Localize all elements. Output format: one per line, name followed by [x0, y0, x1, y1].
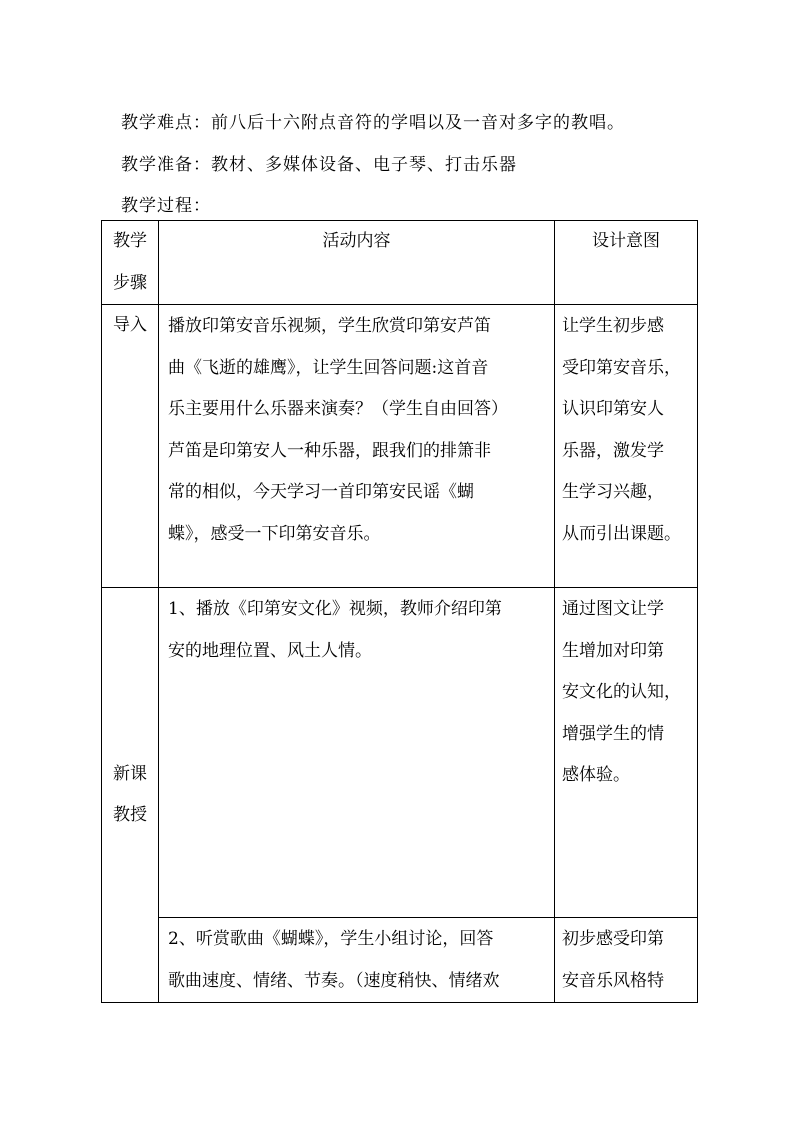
header-intent: 设计意图 — [555, 221, 698, 305]
row-intent: 初步感受印第 安音乐风格特 — [555, 918, 698, 1003]
row-intent: 通过图文让学 生增加对印第 安文化的认知， 增强学生的情 感体验。 — [555, 588, 698, 918]
table-row — [102, 918, 698, 1003]
row-content: 2、听赏歌曲《蝴蝶》，学生小组讨论，回答 歌曲速度、情绪、节奏。（速度稍快、情绪欢 — [159, 918, 555, 1003]
row-step: 导入 — [102, 305, 159, 588]
header-step: 教学 步骤 — [102, 221, 159, 305]
table-header-row — [102, 221, 698, 305]
teaching-preparation: 教学准备：教材、多媒体设备、电子琴、打击乐器 — [121, 155, 517, 175]
teaching-process-label: 教学过程： — [121, 196, 211, 216]
teaching-difficulty: 教学难点：前八后十六附点音符的学唱以及一音对多字的教唱。 — [121, 113, 625, 133]
table-row — [102, 588, 698, 918]
header-content: 活动内容 — [159, 221, 555, 305]
lesson-plan-table — [101, 220, 698, 1003]
row-content: 播放印第安音乐视频，学生欣赏印第安芦笛 曲《飞逝的雄鹰》，让学生回答问题:这首音 乐主要用什么乐器来演奏？（学生自由回答） 芦笛是印第安人一种乐器，跟我们的排箫非 常的相似，今天学习一首印第安民谣《蝴 蝶》，感受一下印第安音乐。 — [159, 305, 555, 588]
row-content: 1、播放《印第安文化》视频，教师介绍印第 安的地理位置、风土人情。 — [159, 588, 555, 918]
row-intent: 让学生初步感 受印第安音乐， 认识印第安人 乐器，激发学 生学习兴趣， 从而引出课题。 — [555, 305, 698, 588]
table-row — [102, 305, 698, 588]
row-step: 新课 教授 — [102, 588, 159, 1003]
